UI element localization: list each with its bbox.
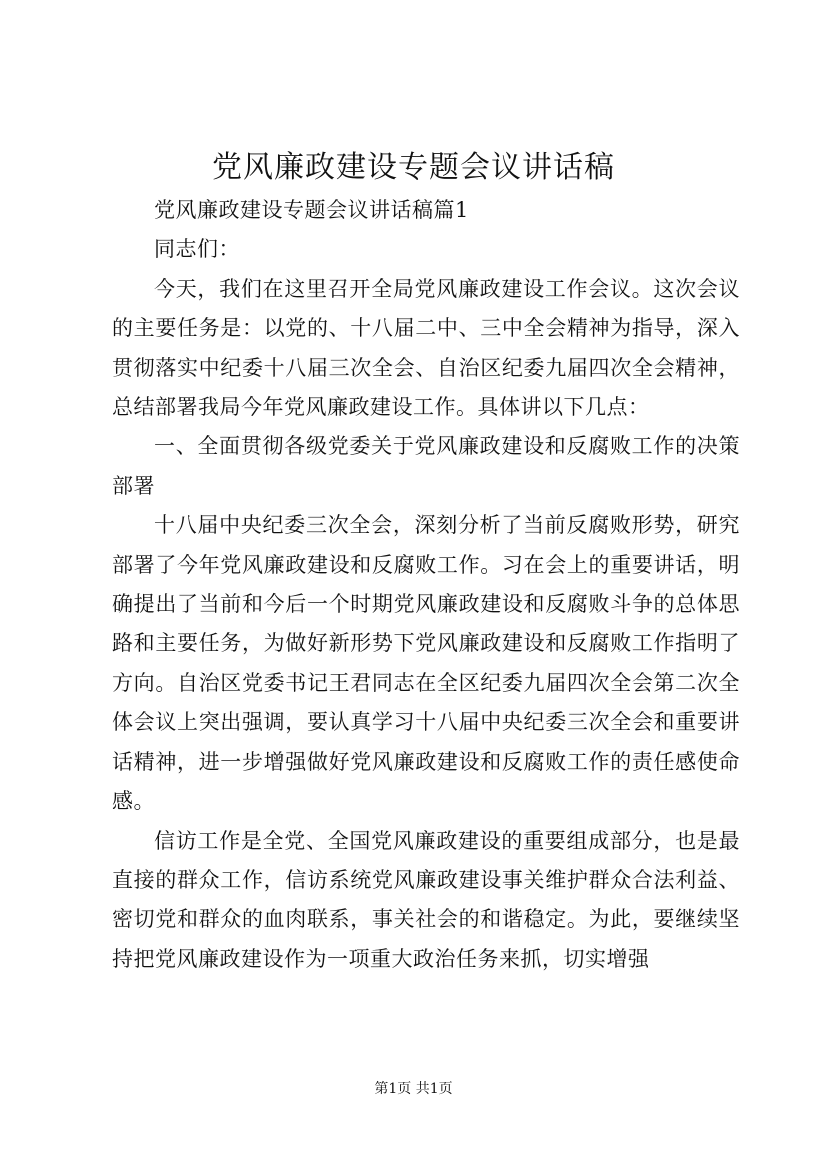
document-body bbox=[112, 191, 740, 979]
paragraph-salutation: 同志们： bbox=[154, 237, 240, 262]
paragraph-body: 信访工作是全党、全国党风廉政建设的重要组成部分，也是最直接的群众工作，信访系统党风廉政建设事关维护群众合法利益、密切党和群众的血肉联系，事关社会的和谐稳定。为此，要继续坚持把党风廉政建设作为一项重大政治任务来抓，切实增强 bbox=[112, 828, 740, 971]
page-footer: 第1页 共1页 bbox=[374, 1081, 453, 1097]
paragraph-intro: 今天，我们在这里召开全局党风廉政建设工作会议。这次会议的主要任务是：以党的、十八届二中、三中全会精神为指导，深入贯彻落实中纪委十八届三次全会、自治区纪委九届四次全会精神，总结部署我局今年党风廉政建设工作。具体讲以下几点： bbox=[112, 276, 740, 420]
paragraph-subtitle: 党风廉政建设专题会议讲话稿篇1 bbox=[154, 198, 469, 222]
document-title: 党风廉政建设专题会议讲话稿 bbox=[212, 150, 615, 185]
paragraph-body: 十八届中央纪委三次全会，深刻分析了当前反腐败形势，研究部署了今年党风廉政建设和反腐败工作。习在会上的重要讲话，明确提出了当前和今后一个时期党风廉政建设和反腐败斗争的总体思路和主要任务，为做好新形势下党风廉政建设和反腐败工作指明了方向。自治区党委书记王君同志在全区纪委九届四次全会第二次全体会议上突出强调，要认真学习十八届中央纪委三次全会和重要讲话精神，进一步增强做好党风廉政建设和反腐败工作的责任感使命感。 bbox=[112, 513, 740, 814]
paragraph-section-heading: 一、全面贯彻各级党委关于党风廉政建设和反腐败工作的决策部署 bbox=[112, 434, 740, 498]
